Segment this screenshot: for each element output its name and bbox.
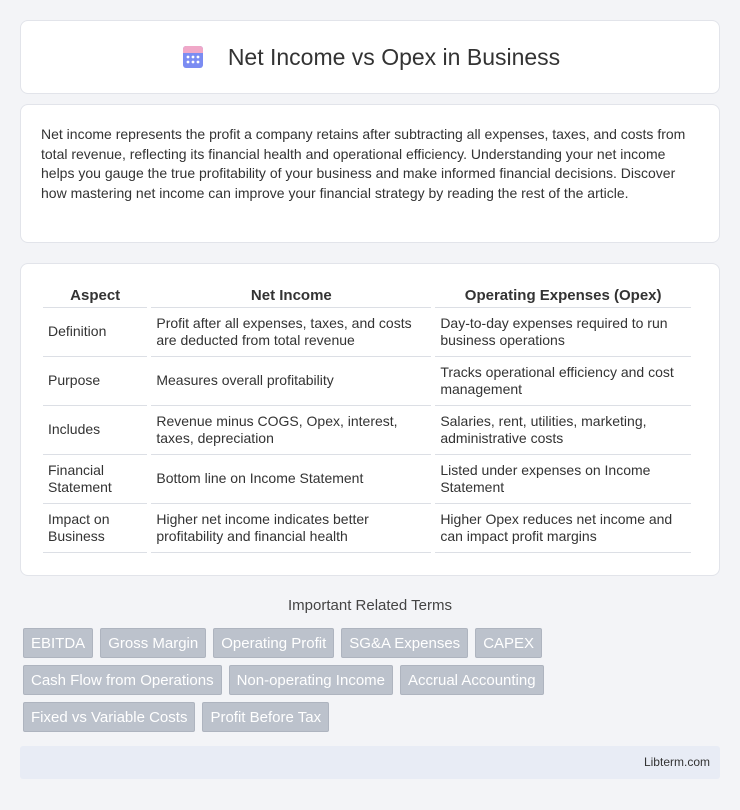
comparison-card <box>20 263 720 576</box>
table-cell: Includes <box>43 406 147 455</box>
tag-cash-flow-from-operations[interactable]: Cash Flow from Operations <box>23 665 222 695</box>
table-cell: Impact on Business <box>43 504 147 553</box>
table-cell: Measures overall profitability <box>151 357 431 406</box>
table-cell: Salaries, rent, utilities, marketing, administrative costs <box>435 406 691 455</box>
table-cell: Profit after all expenses, taxes, and costs are deducted from total revenue <box>151 308 431 357</box>
comparison-table <box>39 284 695 553</box>
table-cell: Higher Opex reduces net income and can impact profit margins <box>435 504 691 553</box>
tag-gross-margin[interactable]: Gross Margin <box>100 628 206 658</box>
table-cell: Tracks operational efficiency and cost management <box>435 357 691 406</box>
tag-row <box>23 628 723 658</box>
intro-text: Net income represents the profit a company retains after subtracting all expenses, taxes, and costs from total revenue, reflecting its financial health and operational efficiency. Understanding your net income helps you gauge the true profitability of your business and make informed financial decisions. Discover how mastering net income can improve your financial strategy by reading the rest of the article. <box>41 126 686 201</box>
header-aspect: Aspect <box>43 284 147 308</box>
tag-row <box>23 702 723 732</box>
table-row <box>43 308 691 357</box>
table-row <box>43 357 691 406</box>
table-cell: Listed under expenses on Income Statement <box>435 455 691 504</box>
table-row <box>43 455 691 504</box>
page-title: Net Income vs Opex in Business <box>227 43 561 70</box>
footer <box>20 746 720 779</box>
table-header-row <box>43 284 691 308</box>
table-row <box>43 406 691 455</box>
table-cell: Definition <box>43 308 147 357</box>
intro-card <box>20 104 720 243</box>
table-cell: Higher net income indicates better profitability and financial health <box>151 504 431 553</box>
tag-capex[interactable]: CAPEX <box>475 628 542 658</box>
tag-profit-before-tax[interactable]: Profit Before Tax <box>202 702 329 732</box>
table-cell: Revenue minus COGS, Opex, interest, taxes, depreciation <box>151 406 431 455</box>
tag-fixed-vs-variable-costs[interactable]: Fixed vs Variable Costs <box>23 702 195 732</box>
tag-non-operating-income[interactable]: Non-operating Income <box>229 665 393 695</box>
table-cell: Day-to-day expenses required to run business operations <box>435 308 691 357</box>
table-cell: Bottom line on Income Statement <box>151 455 431 504</box>
header-card <box>20 20 720 94</box>
header-net-income: Net Income <box>151 284 431 308</box>
header-opex: Operating Expenses (Opex) <box>435 284 691 308</box>
table-row <box>43 504 691 553</box>
table-cell: Purpose <box>43 357 147 406</box>
tag-row <box>23 665 723 695</box>
tag-operating-profit[interactable]: Operating Profit <box>213 628 334 658</box>
related-terms <box>23 628 723 739</box>
tag-sga-expenses[interactable]: SG&A Expenses <box>341 628 468 658</box>
related-terms-title: Important Related Terms <box>288 597 452 614</box>
tag-ebitda[interactable]: EBITDA <box>23 628 93 658</box>
calculator-icon <box>180 44 206 70</box>
table-cell: Financial Statement <box>43 455 147 504</box>
tag-accrual-accounting[interactable]: Accrual Accounting <box>400 665 544 695</box>
footer-link[interactable]: Libterm.com <box>643 755 710 769</box>
